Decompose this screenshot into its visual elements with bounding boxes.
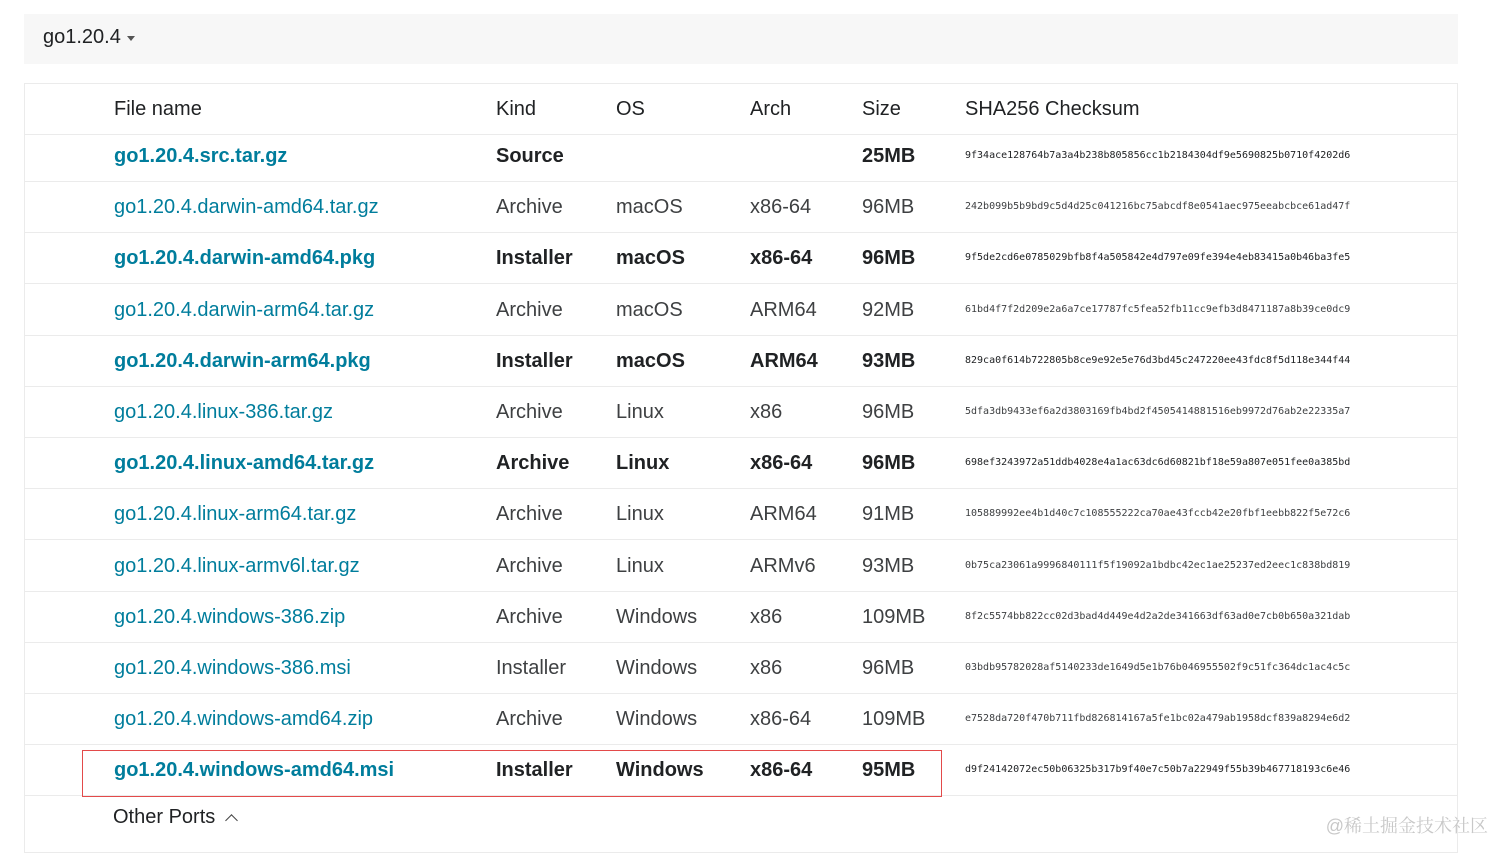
os-cell: macOS <box>616 247 685 270</box>
arch-cell: x86-64 <box>750 759 813 782</box>
arch-cell: x86 <box>750 657 783 679</box>
file-link[interactable]: go1.20.4.windows-386.zip <box>114 605 346 628</box>
arch-cell: ARM64 <box>750 298 817 321</box>
checksum-cell: 03bdb95782028af5140233de1649d5e1b76b046955502f9c51fc364dc1ac4c5c <box>965 662 1351 673</box>
arch-cell: x86 <box>750 401 783 423</box>
os-cell: Windows <box>616 657 698 679</box>
watermark: @稀土掘金技术社区 <box>1325 816 1488 836</box>
file-link[interactable]: go1.20.4.darwin-arm64.pkg <box>114 349 371 372</box>
size-cell: 96MB <box>862 247 916 270</box>
checksum-cell: 242b099b5b9bd9c5d4d25c041216bc75abcdf8e0541aec975eeabcbce61ad47f <box>965 201 1351 213</box>
table-row <box>25 489 1457 540</box>
table-row <box>25 541 1457 592</box>
arch-cell: ARMv6 <box>750 554 816 577</box>
size-cell: 96MB <box>862 452 916 475</box>
size-cell: 109MB <box>862 708 926 731</box>
table-row <box>25 694 1457 745</box>
os-cell: Windows <box>616 759 704 782</box>
table-row <box>25 131 1457 182</box>
table-row <box>25 438 1457 489</box>
arch-cell: x86-64 <box>750 247 813 270</box>
kind-cell: Installer <box>496 759 573 782</box>
kind-cell: Archive <box>496 503 563 526</box>
checksum-cell: 8f2c5574bb822cc02d3bad4d449e4d2a2de341663df63ad0e7cb0b650a321dab <box>965 610 1351 622</box>
checksum-cell: e7528da720f470b711fbd826814167a5fe1bc02a479ab1958dcf839a8294e6d2 <box>965 713 1351 725</box>
table-row <box>25 387 1457 438</box>
size-cell: 96MB <box>862 657 915 679</box>
checksum-cell: 9f34ace128764b7a3a4b238b805856cc1b2184304df9e5690825b0710f4202d6 <box>965 150 1351 161</box>
os-cell: macOS <box>616 349 685 372</box>
size-cell: 91MB <box>862 503 915 526</box>
table-row <box>25 745 1457 796</box>
checksum-cell: d9f24142072ec50b06325b317b9f40e7c50b7a22949f55b39b467718193c6e46 <box>965 764 1351 776</box>
kind-cell: Installer <box>496 247 573 270</box>
version-toggle[interactable] <box>43 26 135 49</box>
downloads-table <box>24 83 1458 853</box>
size-cell: 93MB <box>862 554 915 577</box>
caret-down-icon <box>127 36 135 41</box>
checksum-cell: 105889992ee4b1d40c7c108555222ca70ae43fccb42e20fbf1eebb822f5e72c6 <box>965 508 1351 520</box>
file-link[interactable]: go1.20.4.darwin-amd64.pkg <box>114 247 376 270</box>
header-kind: Kind <box>496 98 537 120</box>
table-row <box>25 592 1457 643</box>
checksum-cell: 0b75ca23061a9996840111f5f19092a1bdbc42ec1ae25237ed2eec1c838bd819 <box>965 559 1351 571</box>
table-row <box>25 643 1457 694</box>
os-cell: Linux <box>616 401 664 423</box>
file-link[interactable]: go1.20.4.windows-amd64.zip <box>114 708 374 731</box>
size-cell: 96MB <box>862 401 915 423</box>
arch-cell: x86-64 <box>750 708 812 731</box>
arch-cell: ARM64 <box>750 349 818 372</box>
size-cell: 96MB <box>862 196 915 219</box>
file-link[interactable]: go1.20.4.linux-386.tar.gz <box>114 401 334 423</box>
kind-cell: Installer <box>496 349 573 372</box>
checksum-cell: 5dfa3db9433ef6a2d3803169fb4bd2f4505414881516eb9972d76ab2e22335a7 <box>965 406 1351 417</box>
size-cell: 109MB <box>862 605 926 628</box>
file-link[interactable]: go1.20.4.src.tar.gz <box>114 145 288 167</box>
other-ports-label: Other Ports <box>113 806 216 828</box>
size-cell: 92MB <box>862 298 915 321</box>
os-cell: Windows <box>616 605 698 628</box>
table-row <box>25 285 1457 336</box>
size-cell: 25MB <box>862 145 916 167</box>
arch-cell: x86-64 <box>750 452 813 475</box>
file-link[interactable]: go1.20.4.windows-386.msi <box>114 657 351 679</box>
header-size: Size <box>862 98 901 120</box>
kind-cell: Source <box>496 145 564 167</box>
table-row <box>25 233 1457 284</box>
table-header-row <box>25 84 1457 135</box>
checksum-cell: 829ca0f614b722805b8ce9e92e5e76d3bd45c247220ee43fdc8f5d118e344f44 <box>965 354 1351 366</box>
arch-cell: ARM64 <box>750 503 817 526</box>
version-header <box>24 14 1458 64</box>
header-file-name: File name <box>114 98 202 120</box>
table-row <box>25 336 1457 387</box>
size-cell: 93MB <box>862 349 916 372</box>
os-cell: macOS <box>616 196 683 219</box>
table-row <box>25 182 1457 233</box>
checksum-cell: 698ef3243972a51ddb4028e4a1ac63dc6d60821bf18e59a807e051fee0a385bd <box>965 457 1351 469</box>
kind-cell: Archive <box>496 196 563 219</box>
file-link[interactable]: go1.20.4.darwin-arm64.tar.gz <box>114 298 375 321</box>
kind-cell: Archive <box>496 452 570 475</box>
chevron-up-icon <box>225 814 238 827</box>
os-cell: macOS <box>616 298 683 321</box>
checksum-cell: 9f5de2cd6e0785029bfb8f4a505842e4d797e09fe394e4eb83415a0b46ba3fe5 <box>965 252 1351 264</box>
file-link[interactable]: go1.20.4.darwin-amd64.tar.gz <box>114 196 379 219</box>
arch-cell: x86-64 <box>750 196 812 219</box>
kind-cell: Installer <box>496 657 567 679</box>
kind-cell: Archive <box>496 401 563 423</box>
header-os: OS <box>616 98 645 120</box>
file-link[interactable]: go1.20.4.linux-arm64.tar.gz <box>114 503 357 526</box>
kind-cell: Archive <box>496 298 563 321</box>
os-cell: Linux <box>616 503 664 526</box>
version-label: go1.20.4 <box>43 26 121 48</box>
os-cell: Windows <box>616 708 698 731</box>
file-link[interactable]: go1.20.4.windows-amd64.msi <box>114 759 395 782</box>
file-link[interactable]: go1.20.4.linux-armv6l.tar.gz <box>114 554 360 577</box>
other-ports-toggle[interactable] <box>113 806 236 829</box>
size-cell: 95MB <box>862 759 916 782</box>
file-link[interactable]: go1.20.4.linux-amd64.tar.gz <box>114 452 375 475</box>
os-cell: Linux <box>616 452 670 475</box>
kind-cell: Archive <box>496 708 563 731</box>
kind-cell: Archive <box>496 605 563 628</box>
header-arch: Arch <box>750 98 792 120</box>
os-cell: Linux <box>616 554 664 577</box>
arch-cell: x86 <box>750 605 783 628</box>
header-checksum: SHA256 Checksum <box>965 98 1140 120</box>
checksum-cell: 61bd4f7f2d209e2a6a7ce17787fc5fea52fb11cc9efb3d8471187a8b39ce0dc9 <box>965 303 1351 315</box>
kind-cell: Archive <box>496 554 563 577</box>
